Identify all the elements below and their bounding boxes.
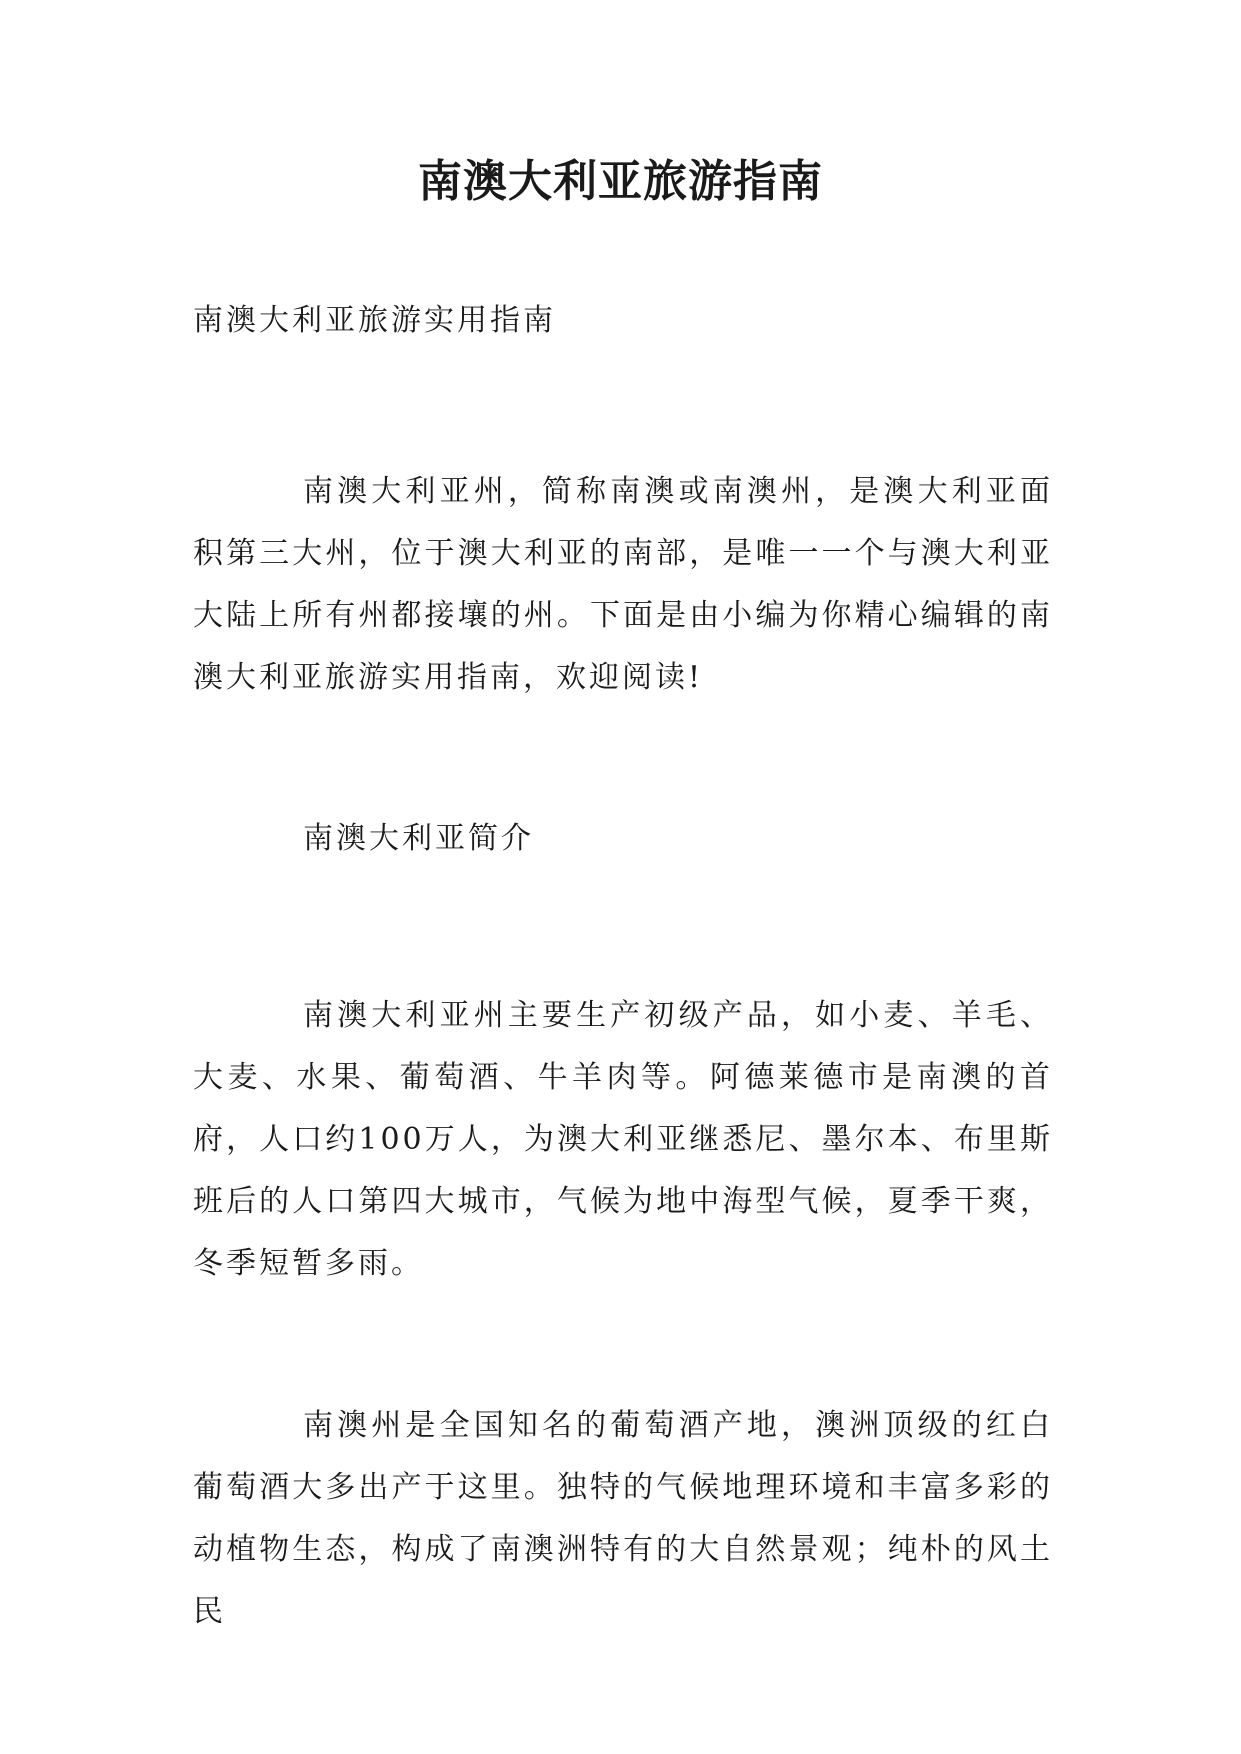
document-subtitle: 南澳大利亚旅游实用指南: [193, 303, 556, 338]
wine-paragraph: 南澳州是全国知名的葡萄酒产地，澳洲顶级的红白葡萄酒大多出产于这里。独特的气候地理环境和丰富多彩的动植物生态，构成了南澳洲特有的大自然景观；纯朴的风土民: [193, 1408, 1053, 1629]
products-paragraph: 南澳大利亚州主要生产初级产品，如小麦、羊毛、大麦、水果、葡萄酒、牛羊肉等。阿德莱德市是南澳的首府，人口约100万人，为澳大利亚继悉尼、墨尔本、布里斯班后的人口第四大城市，气候为地中海型气候，夏季干爽，冬季短暂多雨。: [193, 998, 1053, 1281]
section-heading: 南澳大利亚简介: [303, 821, 534, 856]
intro-paragraph: 南澳大利亚州，简称南澳或南澳州，是澳大利亚面积第三大州，位于澳大利亚的南部，是唯一一个与澳大利亚大陆上所有州都接壤的州。下面是由小编为你精心编辑的南澳大利亚旅游实用指南，欢迎阅读!: [193, 474, 1053, 695]
document-title: 南澳大利亚旅游指南: [418, 156, 823, 207]
